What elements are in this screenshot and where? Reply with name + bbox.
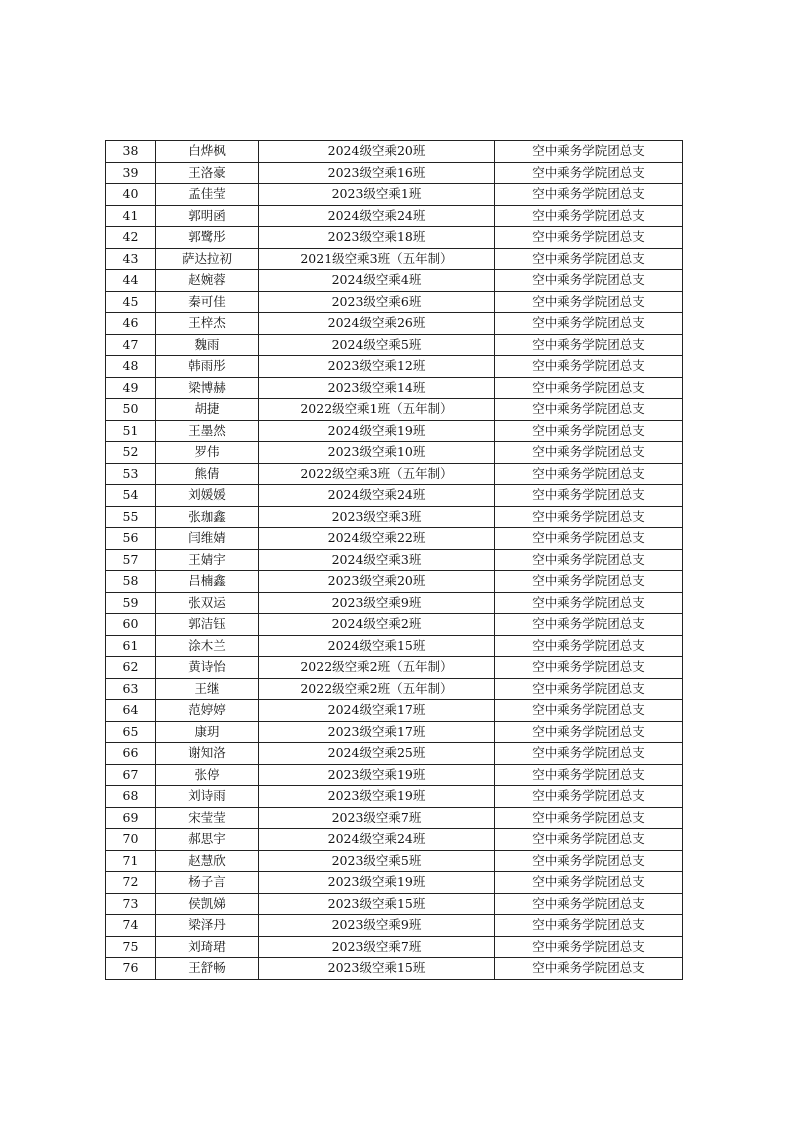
class-name: 2024级空乘17班 — [259, 700, 495, 722]
class-name: 2024级空乘15班 — [259, 635, 495, 657]
class-name: 2024级空乘19班 — [259, 420, 495, 442]
student-name: 白烨枫 — [156, 141, 259, 163]
table-row — [106, 936, 683, 958]
table-row — [106, 141, 683, 163]
student-name: 刘琦珺 — [156, 936, 259, 958]
student-name: 吕楠鑫 — [156, 571, 259, 593]
student-name: 王婧宇 — [156, 549, 259, 571]
row-number: 64 — [106, 700, 156, 722]
row-number: 46 — [106, 313, 156, 335]
organization-name: 空中乘务学院团总支 — [495, 549, 683, 571]
table-row — [106, 313, 683, 335]
class-name: 2024级空乘24班 — [259, 829, 495, 851]
roster-table — [105, 140, 683, 980]
row-number: 54 — [106, 485, 156, 507]
table-row — [106, 420, 683, 442]
organization-name: 空中乘务学院团总支 — [495, 786, 683, 808]
class-name: 2024级空乘25班 — [259, 743, 495, 765]
class-name: 2023级空乘18班 — [259, 227, 495, 249]
student-name: 胡捷 — [156, 399, 259, 421]
student-name: 赵慧欣 — [156, 850, 259, 872]
organization-name: 空中乘务学院团总支 — [495, 850, 683, 872]
table-row — [106, 399, 683, 421]
organization-name: 空中乘务学院团总支 — [495, 872, 683, 894]
student-name: 范婷婷 — [156, 700, 259, 722]
class-name: 2023级空乘14班 — [259, 377, 495, 399]
student-name: 郭洁钰 — [156, 614, 259, 636]
student-name: 韩雨彤 — [156, 356, 259, 378]
class-name: 2023级空乘7班 — [259, 936, 495, 958]
row-number: 47 — [106, 334, 156, 356]
student-name: 郝思宇 — [156, 829, 259, 851]
class-name: 2024级空乘4班 — [259, 270, 495, 292]
row-number: 38 — [106, 141, 156, 163]
class-name: 2023级空乘15班 — [259, 958, 495, 980]
row-number: 42 — [106, 227, 156, 249]
table-row — [106, 485, 683, 507]
table-row — [106, 592, 683, 614]
row-number: 58 — [106, 571, 156, 593]
organization-name: 空中乘务学院团总支 — [495, 184, 683, 206]
class-name: 2023级空乘17班 — [259, 721, 495, 743]
table-row — [106, 786, 683, 808]
row-number: 39 — [106, 162, 156, 184]
organization-name: 空中乘务学院团总支 — [495, 141, 683, 163]
student-name: 闫维婧 — [156, 528, 259, 550]
organization-name: 空中乘务学院团总支 — [495, 463, 683, 485]
organization-name: 空中乘务学院团总支 — [495, 291, 683, 313]
table-row — [106, 915, 683, 937]
table-row — [106, 291, 683, 313]
table-row — [106, 614, 683, 636]
class-name: 2022级空乘2班（五年制） — [259, 657, 495, 679]
row-number: 69 — [106, 807, 156, 829]
student-name: 郭鹭彤 — [156, 227, 259, 249]
class-name: 2024级空乘26班 — [259, 313, 495, 335]
class-name: 2023级空乘6班 — [259, 291, 495, 313]
class-name: 2023级空乘19班 — [259, 872, 495, 894]
row-number: 60 — [106, 614, 156, 636]
row-number: 63 — [106, 678, 156, 700]
organization-name: 空中乘务学院团总支 — [495, 958, 683, 980]
row-number: 43 — [106, 248, 156, 270]
row-number: 44 — [106, 270, 156, 292]
class-name: 2024级空乘2班 — [259, 614, 495, 636]
table-row — [106, 635, 683, 657]
organization-name: 空中乘务学院团总支 — [495, 743, 683, 765]
class-name: 2022级空乘3班（五年制） — [259, 463, 495, 485]
organization-name: 空中乘务学院团总支 — [495, 657, 683, 679]
organization-name: 空中乘务学院团总支 — [495, 678, 683, 700]
organization-name: 空中乘务学院团总支 — [495, 592, 683, 614]
row-number: 62 — [106, 657, 156, 679]
table-row — [106, 227, 683, 249]
student-name: 萨达拉初 — [156, 248, 259, 270]
table-row — [106, 743, 683, 765]
class-name: 2022级空乘2班（五年制） — [259, 678, 495, 700]
table-row — [106, 463, 683, 485]
student-name: 梁泽丹 — [156, 915, 259, 937]
organization-name: 空中乘务学院团总支 — [495, 528, 683, 550]
class-name: 2023级空乘1班 — [259, 184, 495, 206]
row-number: 40 — [106, 184, 156, 206]
class-name: 2023级空乘7班 — [259, 807, 495, 829]
table-row — [106, 377, 683, 399]
student-name: 张停 — [156, 764, 259, 786]
organization-name: 空中乘务学院团总支 — [495, 614, 683, 636]
class-name: 2024级空乘5班 — [259, 334, 495, 356]
class-name: 2024级空乘24班 — [259, 205, 495, 227]
table-row — [106, 184, 683, 206]
row-number: 45 — [106, 291, 156, 313]
class-name: 2023级空乘10班 — [259, 442, 495, 464]
student-name: 康玥 — [156, 721, 259, 743]
class-name: 2023级空乘3班 — [259, 506, 495, 528]
table-row — [106, 700, 683, 722]
row-number: 67 — [106, 764, 156, 786]
student-name: 熊倩 — [156, 463, 259, 485]
table-row — [106, 764, 683, 786]
table-row — [106, 807, 683, 829]
organization-name: 空中乘务学院团总支 — [495, 442, 683, 464]
row-number: 65 — [106, 721, 156, 743]
row-number: 56 — [106, 528, 156, 550]
student-name: 魏雨 — [156, 334, 259, 356]
organization-name: 空中乘务学院团总支 — [495, 506, 683, 528]
row-number: 61 — [106, 635, 156, 657]
class-name: 2023级空乘5班 — [259, 850, 495, 872]
organization-name: 空中乘务学院团总支 — [495, 485, 683, 507]
class-name: 2024级空乘24班 — [259, 485, 495, 507]
student-name: 涂木兰 — [156, 635, 259, 657]
student-name: 宋莹莹 — [156, 807, 259, 829]
row-number: 55 — [106, 506, 156, 528]
student-name: 赵婉蓉 — [156, 270, 259, 292]
table-row — [106, 829, 683, 851]
organization-name: 空中乘务学院团总支 — [495, 356, 683, 378]
row-number: 68 — [106, 786, 156, 808]
student-name: 罗伟 — [156, 442, 259, 464]
table-row — [106, 248, 683, 270]
table-row — [106, 958, 683, 980]
row-number: 49 — [106, 377, 156, 399]
row-number: 50 — [106, 399, 156, 421]
student-name: 刘诗雨 — [156, 786, 259, 808]
row-number: 59 — [106, 592, 156, 614]
row-number: 73 — [106, 893, 156, 915]
organization-name: 空中乘务学院团总支 — [495, 764, 683, 786]
student-name: 谢知洛 — [156, 743, 259, 765]
student-name: 王洛豪 — [156, 162, 259, 184]
row-number: 51 — [106, 420, 156, 442]
class-name: 2024级空乘22班 — [259, 528, 495, 550]
class-name: 2024级空乘3班 — [259, 549, 495, 571]
organization-name: 空中乘务学院团总支 — [495, 227, 683, 249]
organization-name: 空中乘务学院团总支 — [495, 334, 683, 356]
table-row — [106, 850, 683, 872]
organization-name: 空中乘务学院团总支 — [495, 313, 683, 335]
student-name: 王舒畅 — [156, 958, 259, 980]
class-name: 2023级空乘16班 — [259, 162, 495, 184]
organization-name: 空中乘务学院团总支 — [495, 205, 683, 227]
class-name: 2023级空乘9班 — [259, 592, 495, 614]
student-name: 杨子言 — [156, 872, 259, 894]
organization-name: 空中乘务学院团总支 — [495, 635, 683, 657]
organization-name: 空中乘务学院团总支 — [495, 377, 683, 399]
student-name: 梁博赫 — [156, 377, 259, 399]
student-name: 侯凯娣 — [156, 893, 259, 915]
table-row — [106, 678, 683, 700]
table-row — [106, 571, 683, 593]
organization-name: 空中乘务学院团总支 — [495, 829, 683, 851]
row-number: 74 — [106, 915, 156, 937]
row-number: 66 — [106, 743, 156, 765]
table-row — [106, 356, 683, 378]
table-row — [106, 528, 683, 550]
organization-name: 空中乘务学院团总支 — [495, 721, 683, 743]
class-name: 2023级空乘12班 — [259, 356, 495, 378]
organization-name: 空中乘务学院团总支 — [495, 700, 683, 722]
row-number: 76 — [106, 958, 156, 980]
organization-name: 空中乘务学院团总支 — [495, 893, 683, 915]
class-name: 2022级空乘1班（五年制） — [259, 399, 495, 421]
organization-name: 空中乘务学院团总支 — [495, 399, 683, 421]
student-name: 郭明函 — [156, 205, 259, 227]
organization-name: 空中乘务学院团总支 — [495, 248, 683, 270]
class-name: 2023级空乘9班 — [259, 915, 495, 937]
table-row — [106, 657, 683, 679]
class-name: 2023级空乘19班 — [259, 786, 495, 808]
organization-name: 空中乘务学院团总支 — [495, 915, 683, 937]
row-number: 72 — [106, 872, 156, 894]
table-row — [106, 442, 683, 464]
class-name: 2021级空乘3班（五年制） — [259, 248, 495, 270]
class-name: 2023级空乘15班 — [259, 893, 495, 915]
organization-name: 空中乘务学院团总支 — [495, 420, 683, 442]
class-name: 2023级空乘20班 — [259, 571, 495, 593]
student-name: 秦可佳 — [156, 291, 259, 313]
organization-name: 空中乘务学院团总支 — [495, 571, 683, 593]
student-name: 刘媛媛 — [156, 485, 259, 507]
row-number: 53 — [106, 463, 156, 485]
organization-name: 空中乘务学院团总支 — [495, 270, 683, 292]
organization-name: 空中乘务学院团总支 — [495, 936, 683, 958]
class-name: 2024级空乘20班 — [259, 141, 495, 163]
row-number: 75 — [106, 936, 156, 958]
row-number: 71 — [106, 850, 156, 872]
table-row — [106, 721, 683, 743]
student-name: 孟佳莹 — [156, 184, 259, 206]
row-number: 48 — [106, 356, 156, 378]
row-number: 52 — [106, 442, 156, 464]
student-name: 张双运 — [156, 592, 259, 614]
organization-name: 空中乘务学院团总支 — [495, 807, 683, 829]
table-row — [106, 162, 683, 184]
table-row — [106, 205, 683, 227]
table-row — [106, 334, 683, 356]
row-number: 57 — [106, 549, 156, 571]
student-name: 王梓杰 — [156, 313, 259, 335]
student-name: 王继 — [156, 678, 259, 700]
table-row — [106, 270, 683, 292]
table-row — [106, 872, 683, 894]
class-name: 2023级空乘19班 — [259, 764, 495, 786]
table-row — [106, 506, 683, 528]
student-name: 王墨然 — [156, 420, 259, 442]
row-number: 41 — [106, 205, 156, 227]
table-row — [106, 893, 683, 915]
student-name: 张珈鑫 — [156, 506, 259, 528]
roster-table-body — [106, 141, 683, 980]
table-row — [106, 549, 683, 571]
row-number: 70 — [106, 829, 156, 851]
organization-name: 空中乘务学院团总支 — [495, 162, 683, 184]
student-name: 黄诗怡 — [156, 657, 259, 679]
